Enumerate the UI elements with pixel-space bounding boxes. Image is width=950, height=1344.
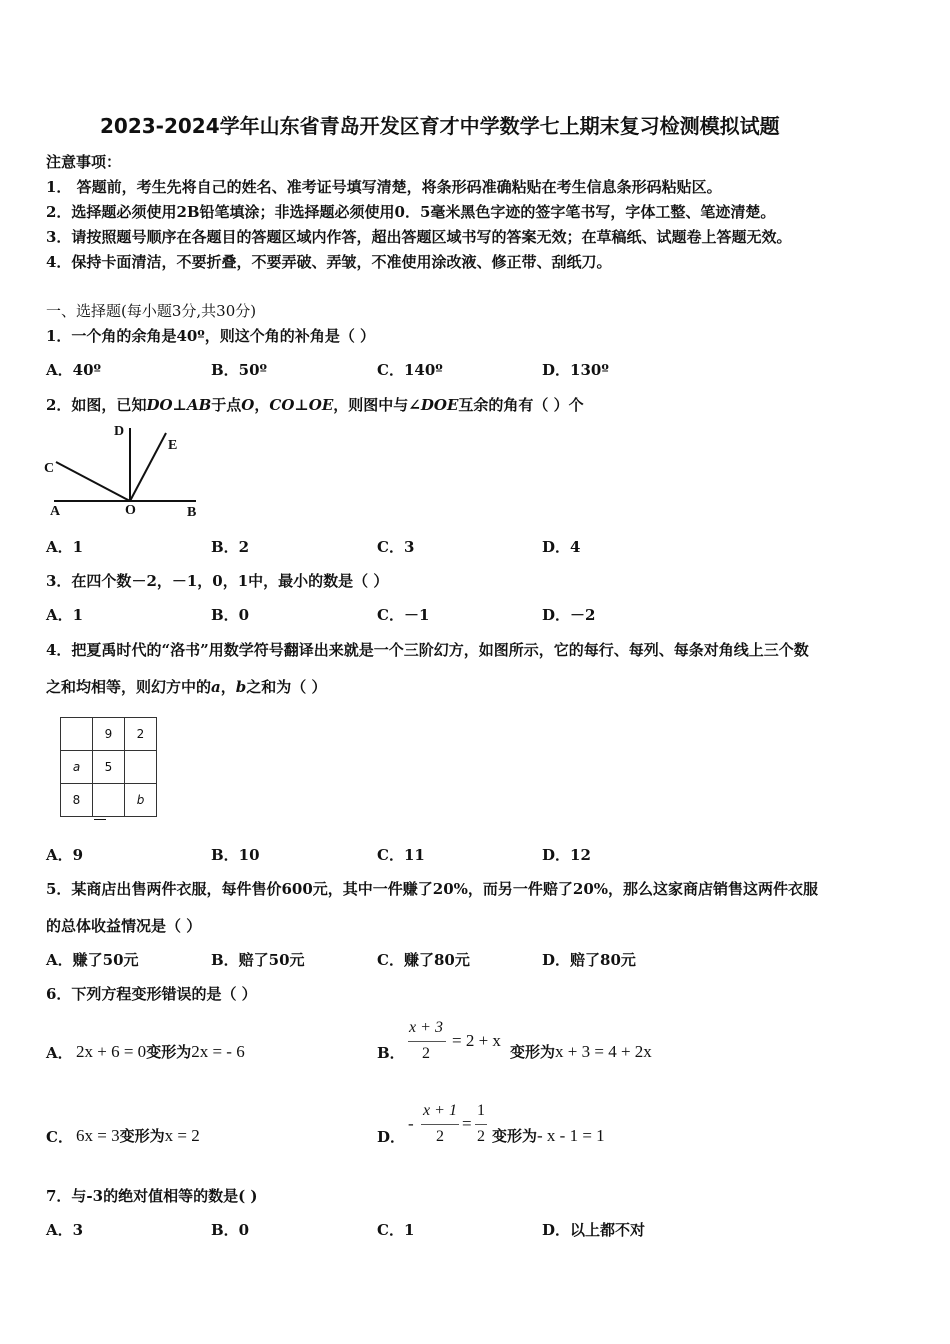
- magic-square: [60, 717, 157, 817]
- q6-option-a-eq: 2x + 6 = 0变形为2x = - 6: [76, 1042, 245, 1061]
- magic-cell: [61, 718, 93, 751]
- q6-option-d-result: 变形为- x - 1 = 1: [492, 1126, 605, 1145]
- label-c: C: [44, 461, 55, 476]
- q5-option-a: A．赚了50元: [46, 951, 139, 969]
- label-e: E: [168, 438, 178, 453]
- q2-stem: 2．如图，已知DO⊥AB于点O，CO⊥OE，则图中与∠DOE互余的角有（ ）个: [46, 396, 584, 414]
- magic-cell: 2: [125, 718, 157, 751]
- q6-d-fraction-bar: [421, 1124, 459, 1125]
- notice-item-1: 1． 答题前，考生先将自己的姓名、准考证号填写清楚，将条形码准确粘贴在考生信息条形码粘贴区。: [46, 178, 722, 196]
- notice-item-4: 4．保持卡面清洁，不要折叠，不要弄破、弄皱，不准使用涂改液、修正带、刮纸刀。: [46, 253, 612, 271]
- q6-d-negative-sign: -: [408, 1114, 414, 1133]
- q6-b-numerator: x + 3: [409, 1019, 443, 1036]
- magic-cell-a: a: [61, 751, 93, 784]
- q4-stem-line2: 之和均相等，则幻方中的a，b之和为（ ）: [46, 678, 327, 696]
- magic-cell: [93, 784, 125, 817]
- q4-option-a: A．9: [46, 846, 84, 864]
- q5-option-d: D．赔了80元: [542, 951, 636, 969]
- q2-option-b: B．2: [211, 538, 250, 556]
- q3-stem: 3．在四个数－2，－1，0，1中，最小的数是（ ）: [46, 572, 389, 590]
- q1-option-d: D．130º: [542, 361, 609, 379]
- q5-option-b: B．赔了50元: [211, 951, 305, 969]
- q6-d-right-fraction-bar: [475, 1124, 487, 1125]
- q1-option-b: B．50º: [211, 361, 268, 379]
- q6-d-equals: =: [462, 1114, 472, 1133]
- q7-option-a: A．3: [46, 1221, 84, 1239]
- q6-d-denominator: 2: [436, 1128, 444, 1145]
- magic-cell: 8: [61, 784, 93, 817]
- ray-oc: [56, 462, 130, 501]
- ray-oe: [130, 433, 166, 501]
- q6-b-fraction-bar: [408, 1041, 446, 1042]
- q3-option-a: A．1: [46, 606, 84, 624]
- q3-option-c: C．－1: [377, 606, 430, 624]
- q6-option-b-result: 变形为x + 3 = 4 + 2x: [510, 1042, 652, 1061]
- q6-b-rhs: = 2 + x: [452, 1031, 501, 1050]
- q4-option-c: C．11: [377, 846, 425, 864]
- q5-stem-line2: 的总体收益情况是（ ）: [46, 917, 202, 935]
- q6-option-c-eq: 6x = 3变形为x = 2: [76, 1126, 200, 1145]
- page-title: 2023-2024学年山东省青岛开发区育才中学数学七上期末复习检测模拟试题: [100, 114, 780, 138]
- q2-option-d: D．4: [542, 538, 581, 556]
- q2-option-c: C．3: [377, 538, 415, 556]
- q4-option-b: B．10: [211, 846, 260, 864]
- q1-option-a: A．40º: [46, 361, 102, 379]
- q7-option-b: B．0: [211, 1221, 250, 1239]
- q6-d-right-denominator: 2: [477, 1128, 485, 1145]
- q1-option-c: C．140º: [377, 361, 443, 379]
- magic-cell: 9: [93, 718, 125, 751]
- q6-d-right-numerator: 1: [477, 1102, 485, 1119]
- q6-option-b-label: B．: [377, 1044, 405, 1062]
- magic-cell: [125, 751, 157, 784]
- q4-stem-line1: 4．把夏禹时代的“洛书”用数学符号翻译出来就是一个三阶幻方，如图所示，它的每行、每列、每条对角线上三个数: [46, 641, 809, 659]
- label-d: D: [114, 424, 125, 439]
- q6-option-a-label: A．: [46, 1044, 73, 1062]
- q7-option-d: D．以上都不对: [542, 1221, 646, 1239]
- q1-stem: 1．一个角的余角是40º，则这个角的补角是（ ）: [46, 327, 376, 345]
- q6-option-d-label: D．: [377, 1128, 406, 1146]
- label-b: B: [187, 505, 197, 520]
- q6-d-numerator: x + 1: [423, 1102, 457, 1119]
- notice-item-2: 2．选择题必须使用2B铅笔填涂；非选择题必须使用0．5毫米黑色字迹的签字笔书写，字体工整、笔迹清楚。: [46, 203, 776, 221]
- q3-option-b: B．0: [211, 606, 250, 624]
- q3-option-d: D．－2: [542, 606, 596, 624]
- section-heading: 一、选择题(每小题3分,共30分): [46, 302, 257, 320]
- q4-option-d: D．12: [542, 846, 591, 864]
- notice-heading: 注意事项：: [46, 153, 122, 171]
- q5-stem-line1: 5．某商店出售两件衣服，每件售价600元，其中一件赚了20%，而另一件赔了20%，那么这家商店销售这两件衣服: [46, 880, 819, 898]
- q6-stem: 6．下列方程变形错误的是（ ）: [46, 985, 257, 1003]
- q5-option-c: C．赚了80元: [377, 951, 470, 969]
- notice-item-3: 3．请按照题号顺序在各题目的答题区域内作答，超出答题区域书写的答案无效；在草稿纸、试题卷上答题无效。: [46, 228, 792, 246]
- figure-underline-mark: [94, 819, 106, 820]
- q6-b-denominator: 2: [422, 1045, 430, 1062]
- q2-option-a: A．1: [46, 538, 84, 556]
- magic-cell-b: b: [125, 784, 157, 817]
- q6-option-c-label: C．: [46, 1128, 73, 1146]
- q7-option-c: C．1: [377, 1221, 415, 1239]
- label-a: A: [50, 504, 61, 519]
- magic-cell: 5: [93, 751, 125, 784]
- label-o: O: [125, 503, 136, 518]
- q7-stem: 7．与-3的绝对值相等的数是( ): [46, 1187, 258, 1205]
